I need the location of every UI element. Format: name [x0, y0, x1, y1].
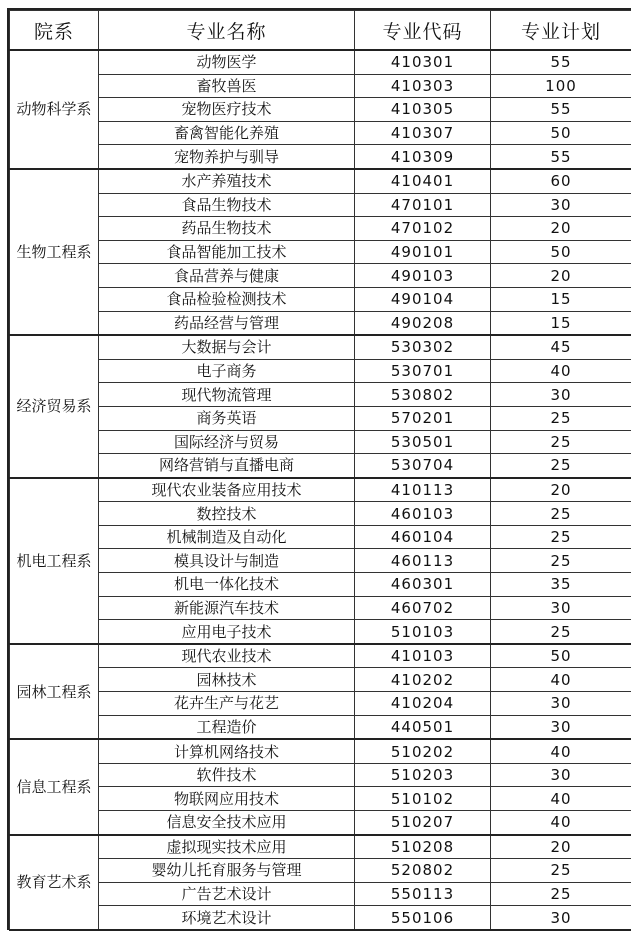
- major-code-cell: 470101: [355, 193, 491, 217]
- major-code-cell: 490101: [355, 240, 491, 264]
- enrollment-plan-cell: 25: [491, 549, 631, 573]
- major-code-cell: 410309: [355, 145, 491, 169]
- table-row: [10, 811, 631, 835]
- table-row: [10, 311, 631, 335]
- major-code-cell: 510202: [355, 739, 491, 763]
- table-row: [10, 383, 631, 407]
- major-code-cell: 530701: [355, 359, 491, 383]
- major-name-cell: 畜禽智能化养殖: [99, 121, 355, 145]
- table-row: [10, 287, 631, 311]
- enrollment-plan-cell: 55: [491, 98, 631, 122]
- table-row: [10, 835, 631, 859]
- enrollment-plan-cell: 25: [491, 620, 631, 644]
- table-row: [10, 98, 631, 122]
- table-row: [10, 715, 631, 739]
- enrollment-plan-table: [9, 10, 631, 931]
- enrollment-plan-cell: 30: [491, 715, 631, 739]
- major-code-cell: 490103: [355, 264, 491, 288]
- enrollment-plan-sheet: [7, 8, 631, 930]
- major-code-cell: 510208: [355, 835, 491, 859]
- enrollment-plan-cell: 30: [491, 596, 631, 620]
- major-code-cell: 410103: [355, 644, 491, 668]
- enrollment-plan-cell: 55: [491, 145, 631, 169]
- major-name-cell: 园林技术: [99, 668, 355, 692]
- enrollment-plan-cell: 20: [491, 478, 631, 502]
- major-code-cell: 410301: [355, 50, 491, 74]
- major-code-cell: 510102: [355, 787, 491, 811]
- enrollment-plan-cell: 40: [491, 668, 631, 692]
- table-row: [10, 906, 631, 930]
- major-code-cell: 490104: [355, 287, 491, 311]
- table-row: [10, 121, 631, 145]
- major-code-cell: 490208: [355, 311, 491, 335]
- department-cell: 信息工程系: [10, 739, 99, 834]
- table-row: [10, 50, 631, 74]
- enrollment-plan-cell: 50: [491, 121, 631, 145]
- enrollment-plan-cell: 25: [491, 525, 631, 549]
- major-name-cell: 信息安全技术应用: [99, 811, 355, 835]
- major-name-cell: 网络营销与直播电商: [99, 454, 355, 478]
- major-code-cell: 410204: [355, 692, 491, 716]
- major-code-cell: 520802: [355, 859, 491, 883]
- major-name-cell: 现代农业技术: [99, 644, 355, 668]
- major-code-cell: 550113: [355, 882, 491, 906]
- enrollment-plan-cell: 55: [491, 50, 631, 74]
- major-code-cell: 510103: [355, 620, 491, 644]
- major-name-cell: 工程造价: [99, 715, 355, 739]
- major-name-cell: 物联网应用技术: [99, 787, 355, 811]
- enrollment-plan-cell: 25: [491, 430, 631, 454]
- major-name-cell: 药品生物技术: [99, 217, 355, 241]
- enrollment-plan-cell: 45: [491, 335, 631, 359]
- table-row: [10, 739, 631, 763]
- enrollment-plan-cell: 25: [491, 882, 631, 906]
- major-name-cell: 广告艺术设计: [99, 882, 355, 906]
- table-row: [10, 787, 631, 811]
- department-cell: 教育艺术系: [10, 835, 99, 930]
- major-code-cell: 570201: [355, 406, 491, 430]
- major-code-cell: 470102: [355, 217, 491, 241]
- table-row: [10, 430, 631, 454]
- major-name-cell: 机械制造及自动化: [99, 525, 355, 549]
- major-name-cell: 虚拟现实技术应用: [99, 835, 355, 859]
- major-code-cell: 460113: [355, 549, 491, 573]
- table-row: [10, 882, 631, 906]
- table-row: [10, 240, 631, 264]
- enrollment-plan-cell: 30: [491, 692, 631, 716]
- table-row: [10, 335, 631, 359]
- major-name-cell: 现代农业装备应用技术: [99, 478, 355, 502]
- major-name-cell: 新能源汽车技术: [99, 596, 355, 620]
- table-row: [10, 549, 631, 573]
- header-major-code: 专业代码: [355, 11, 491, 51]
- major-name-cell: 应用电子技术: [99, 620, 355, 644]
- major-code-cell: 530501: [355, 430, 491, 454]
- major-name-cell: 数控技术: [99, 502, 355, 526]
- major-name-cell: 软件技术: [99, 763, 355, 787]
- major-code-cell: 460301: [355, 573, 491, 597]
- major-name-cell: 机电一体化技术: [99, 573, 355, 597]
- major-code-cell: 440501: [355, 715, 491, 739]
- table-row: [10, 668, 631, 692]
- enrollment-plan-cell: 40: [491, 811, 631, 835]
- major-name-cell: 电子商务: [99, 359, 355, 383]
- major-code-cell: 550106: [355, 906, 491, 930]
- enrollment-plan-cell: 30: [491, 383, 631, 407]
- major-name-cell: 食品检验检测技术: [99, 287, 355, 311]
- table-row: [10, 217, 631, 241]
- department-cell: 机电工程系: [10, 478, 99, 644]
- department-cell: 园林工程系: [10, 644, 99, 739]
- major-code-cell: 460103: [355, 502, 491, 526]
- major-name-cell: 商务英语: [99, 406, 355, 430]
- enrollment-plan-cell: 60: [491, 169, 631, 193]
- major-code-cell: 410202: [355, 668, 491, 692]
- enrollment-plan-cell: 20: [491, 835, 631, 859]
- enrollment-plan-cell: 50: [491, 240, 631, 264]
- table-body: [10, 50, 631, 930]
- table-row: [10, 573, 631, 597]
- enrollment-plan-cell: 30: [491, 763, 631, 787]
- major-name-cell: 药品经营与管理: [99, 311, 355, 335]
- major-name-cell: 模具设计与制造: [99, 549, 355, 573]
- header-major-name: 专业名称: [99, 11, 355, 51]
- enrollment-plan-cell: 40: [491, 787, 631, 811]
- table-row: [10, 74, 631, 98]
- table-row: [10, 502, 631, 526]
- enrollment-plan-cell: 15: [491, 287, 631, 311]
- major-name-cell: 畜牧兽医: [99, 74, 355, 98]
- table-row: [10, 359, 631, 383]
- table-row: [10, 145, 631, 169]
- major-code-cell: 510207: [355, 811, 491, 835]
- major-code-cell: 510203: [355, 763, 491, 787]
- major-name-cell: 食品营养与健康: [99, 264, 355, 288]
- enrollment-plan-cell: 40: [491, 739, 631, 763]
- table-row: [10, 193, 631, 217]
- enrollment-plan-cell: 50: [491, 644, 631, 668]
- department-cell: 生物工程系: [10, 169, 99, 335]
- major-code-cell: 530302: [355, 335, 491, 359]
- enrollment-plan-cell: 20: [491, 264, 631, 288]
- enrollment-plan-cell: 25: [491, 406, 631, 430]
- major-name-cell: 水产养殖技术: [99, 169, 355, 193]
- enrollment-plan-cell: 15: [491, 311, 631, 335]
- major-code-cell: 410113: [355, 478, 491, 502]
- header-department: 院系: [10, 11, 99, 51]
- table-row: [10, 454, 631, 478]
- enrollment-plan-cell: 30: [491, 193, 631, 217]
- table-row: [10, 692, 631, 716]
- table-row: [10, 644, 631, 668]
- header-enrollment-plan: 专业计划: [491, 11, 631, 51]
- major-code-cell: 410307: [355, 121, 491, 145]
- major-code-cell: 410303: [355, 74, 491, 98]
- enrollment-plan-cell: 40: [491, 359, 631, 383]
- major-name-cell: 食品生物技术: [99, 193, 355, 217]
- major-code-cell: 460104: [355, 525, 491, 549]
- major-name-cell: 现代物流管理: [99, 383, 355, 407]
- table-row: [10, 406, 631, 430]
- table-row: [10, 169, 631, 193]
- major-name-cell: 计算机网络技术: [99, 739, 355, 763]
- department-cell: 动物科学系: [10, 50, 99, 169]
- major-code-cell: 460702: [355, 596, 491, 620]
- enrollment-plan-cell: 25: [491, 454, 631, 478]
- header-row: [10, 11, 631, 51]
- table-row: [10, 478, 631, 502]
- major-name-cell: 宠物医疗技术: [99, 98, 355, 122]
- enrollment-plan-cell: 35: [491, 573, 631, 597]
- major-name-cell: 国际经济与贸易: [99, 430, 355, 454]
- enrollment-plan-cell: 25: [491, 859, 631, 883]
- table-row: [10, 620, 631, 644]
- enrollment-plan-cell: 100: [491, 74, 631, 98]
- major-code-cell: 410305: [355, 98, 491, 122]
- table-row: [10, 859, 631, 883]
- major-name-cell: 动物医学: [99, 50, 355, 74]
- major-code-cell: 530802: [355, 383, 491, 407]
- enrollment-plan-cell: 20: [491, 217, 631, 241]
- major-name-cell: 婴幼儿托育服务与管理: [99, 859, 355, 883]
- major-name-cell: 环境艺术设计: [99, 906, 355, 930]
- major-code-cell: 530704: [355, 454, 491, 478]
- table-row: [10, 596, 631, 620]
- table-row: [10, 525, 631, 549]
- table-row: [10, 763, 631, 787]
- major-name-cell: 大数据与会计: [99, 335, 355, 359]
- enrollment-plan-cell: 30: [491, 906, 631, 930]
- major-name-cell: 宠物养护与驯导: [99, 145, 355, 169]
- major-name-cell: 花卉生产与花艺: [99, 692, 355, 716]
- enrollment-plan-cell: 25: [491, 502, 631, 526]
- table-row: [10, 264, 631, 288]
- major-code-cell: 410401: [355, 169, 491, 193]
- major-name-cell: 食品智能加工技术: [99, 240, 355, 264]
- department-cell: 经济贸易系: [10, 335, 99, 478]
